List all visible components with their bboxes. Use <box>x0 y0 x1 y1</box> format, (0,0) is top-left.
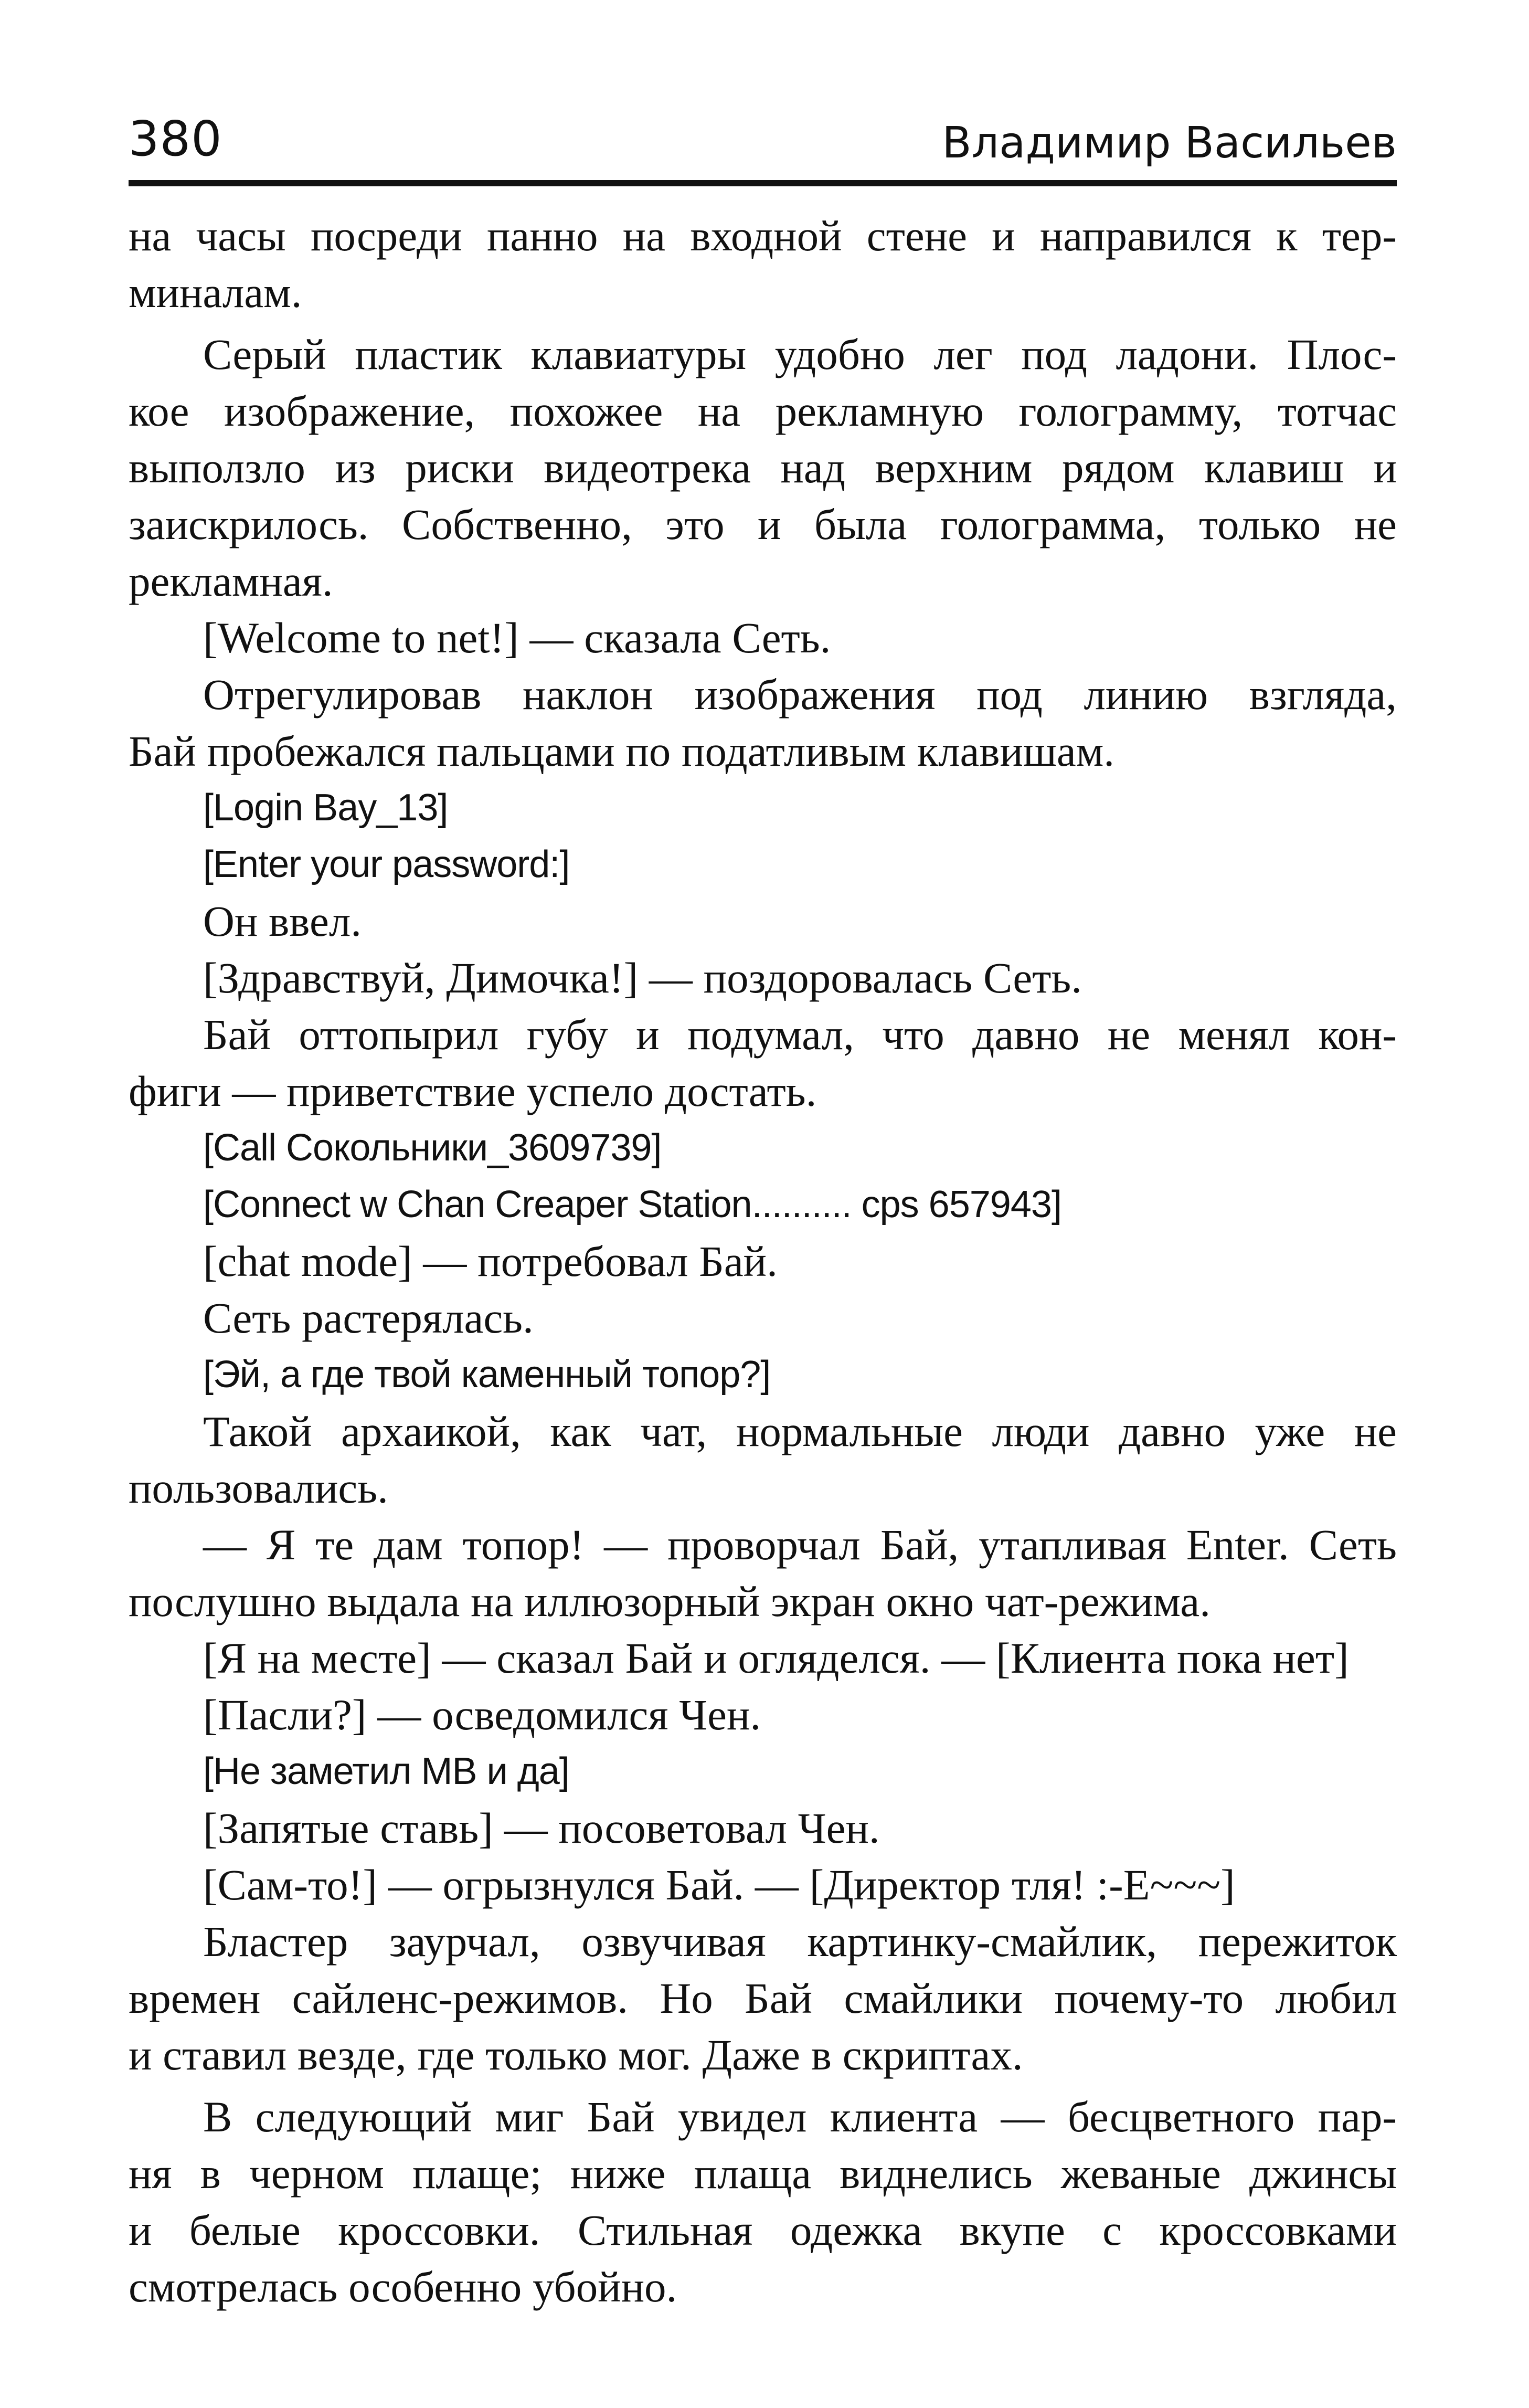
text-line: пользовались. <box>129 1464 388 1512</box>
text-line: [Enter your password:] <box>203 843 570 885</box>
text-line: [Здравствуй, Димочка!] — поздоровалась Сеть. <box>203 954 1082 1002</box>
text-line: кое изображение, похожее на рекламную голограмму, тотчас <box>129 387 1397 435</box>
text-line: Бай пробежался пальцами по податливым клавишам. <box>129 727 1114 775</box>
running-head-author: Владимир Васильев <box>942 118 1397 168</box>
text-line: [Запятые ставь] — посоветовал Чен. <box>203 1804 880 1852</box>
text-line: В следующий миг Бай увидел клиента — бесцветного пар- <box>203 2093 1397 2141</box>
text-line: фиги — приветствие успело достать. <box>129 1067 817 1115</box>
text-line: Серый пластик клавиатуры удобно лег под ладони. Плос- <box>203 330 1397 378</box>
text-line: времен сайленс-режимов. Но Бай смайлики почему-то любил <box>129 1974 1397 2022</box>
text-line: на часы посреди панно на входной стене и направился к тер- <box>129 212 1397 260</box>
text-line: Сеть растерялась. <box>203 1294 534 1342</box>
text-line: Бай оттопырил губу и подумал, что давно не менял кон- <box>203 1010 1397 1059</box>
header-rule <box>129 180 1397 186</box>
text-line: [Я на месте] — сказал Бай и огляделся. — [Клиента пока нет] <box>203 1634 1349 1682</box>
body-text <box>129 207 1397 2315</box>
page-number: 380 <box>129 111 222 167</box>
text-line: выползло из риски видеотрека над верхним рядом клавиш и <box>129 443 1397 492</box>
text-line: рекламная. <box>129 557 333 605</box>
text-line: [Login Bay_13] <box>203 787 448 829</box>
text-line: миналам. <box>129 268 302 316</box>
text-line: [Пасли?] — осведомился Чен. <box>203 1691 761 1739</box>
text-line: [Call Сокольники_3609739] <box>203 1127 662 1169</box>
text-line: послушно выдала на иллюзорный экран окно чат-режима. <box>129 1577 1211 1625</box>
text-line: [Welcome to net!] — сказала Сеть. <box>203 614 831 662</box>
text-line: [Connect w Chan Creaper Station.......... cps 657943] <box>203 1184 1061 1226</box>
text-line: Бластер заурчал, озвучивая картинку-смайлик, пережиток <box>203 1917 1397 1966</box>
text-line: Отрегулировав наклон изображения под линию взгляда, <box>203 670 1397 719</box>
text-line: — Я те дам топор! — проворчал Бай, утапливая Enter. Сеть <box>203 1520 1397 1569</box>
text-line: [chat mode] — потребовал Бай. <box>203 1237 778 1285</box>
text-line: [Эй, а где твой каменный топор?] <box>203 1354 771 1396</box>
text-line: [Сам-то!] — огрызнулся Бай. — [Директор тля! :-Е~~~] <box>203 1861 1235 1909</box>
text-line: ня в черном плаще; ниже плаща виднелись жеваные джинсы <box>129 2149 1397 2198</box>
text-line: смотрелась особенно убойно. <box>129 2263 677 2311</box>
text-line: и ставил везде, где только мог. Даже в скриптах. <box>129 2031 1023 2079</box>
text-line: Такой архаикой, как чат, нормальные люди давно уже не <box>203 1407 1397 1455</box>
text-line: [Не заметил MB и да] <box>203 1750 569 1792</box>
text-line: и белые кроссовки. Стильная одежка вкупе с кроссовками <box>129 2206 1397 2254</box>
text-line: заискрилось. Собственно, это и была голограмма, только не <box>129 500 1397 548</box>
text-line: Он ввел. <box>203 897 362 945</box>
page-header <box>129 102 1397 181</box>
